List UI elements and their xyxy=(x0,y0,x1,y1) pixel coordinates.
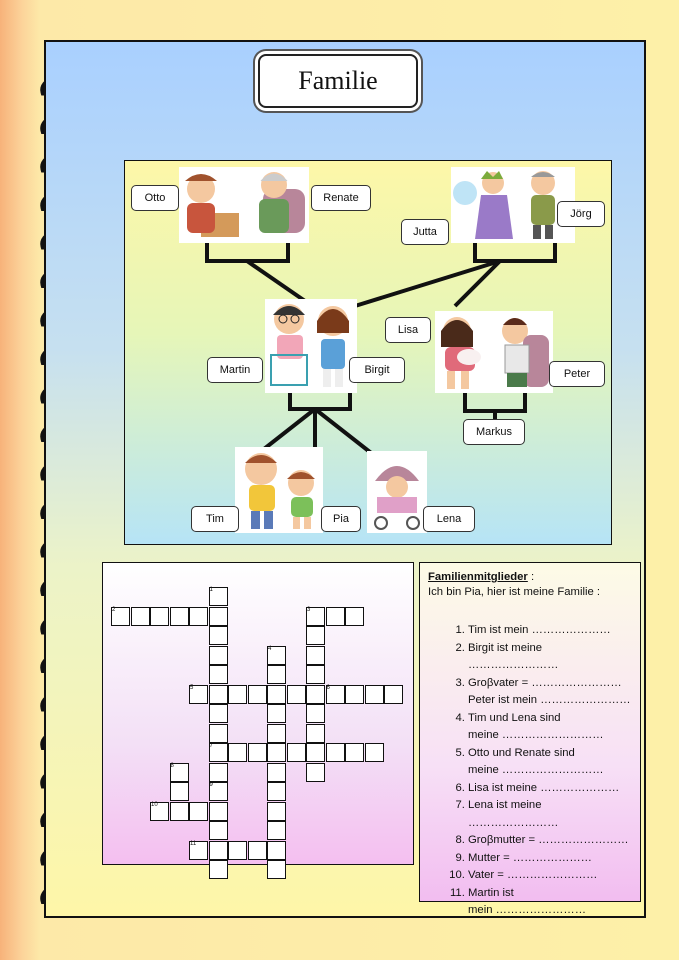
crossword-cell[interactable] xyxy=(209,704,228,723)
crossword-number: 10 xyxy=(151,801,158,808)
crossword-cell[interactable] xyxy=(209,685,228,704)
clue-4: 4. Tim und Lena sind meine ……………………… xyxy=(468,710,632,745)
crossword-grid xyxy=(102,562,414,865)
label-otto: Otto xyxy=(131,185,179,211)
crossword-cell[interactable] xyxy=(345,607,364,626)
crossword-cell[interactable] xyxy=(267,724,286,743)
crossword-cell[interactable] xyxy=(267,821,286,840)
page-title: Familie xyxy=(258,54,418,108)
crossword-cell[interactable] xyxy=(209,821,228,840)
crossword-number: 9 xyxy=(209,782,213,788)
parents-lisa-peter-illustration xyxy=(435,311,553,393)
crossword-cell[interactable] xyxy=(150,607,169,626)
crossword-cell[interactable] xyxy=(365,685,384,704)
crossword-cell[interactable] xyxy=(170,802,189,821)
label-birgit: Birgit xyxy=(349,357,405,383)
crossword-cell[interactable] xyxy=(267,743,286,762)
crossword-number: 1 xyxy=(209,587,213,593)
crossword-cell[interactable] xyxy=(345,685,364,704)
crossword-cell[interactable] xyxy=(306,665,325,684)
crossword-cell[interactable] xyxy=(326,607,345,626)
clues-panel xyxy=(419,562,641,916)
crossword-cell[interactable] xyxy=(267,685,286,704)
crossword-cell[interactable] xyxy=(170,782,189,801)
crossword-cell[interactable] xyxy=(287,685,306,704)
crossword-cell[interactable] xyxy=(306,763,325,782)
crossword-cell[interactable] xyxy=(365,743,384,762)
crossword-cell[interactable] xyxy=(267,763,286,782)
crossword-cell[interactable] xyxy=(228,743,247,762)
clue-1: 1. Tim ist mein ………………… xyxy=(468,622,632,640)
grandparents-otto-renate-illustration xyxy=(179,167,309,243)
label-peter: Peter xyxy=(549,361,605,387)
crossword-number: 6 xyxy=(326,684,330,691)
label-lisa: Lisa xyxy=(385,317,431,343)
clue-11: 11. Martin ist mein …………………… xyxy=(468,885,632,920)
crossword-cell[interactable] xyxy=(345,743,364,762)
crossword-cell[interactable] xyxy=(326,743,345,762)
clue-6: 6. Lisa ist meine ………………… xyxy=(468,780,632,798)
crossword-cell[interactable] xyxy=(209,607,228,626)
crossword-cell[interactable] xyxy=(267,665,286,684)
clue-3: 3. Groβvater = …………………… Peter ist mein …………………… xyxy=(468,675,632,710)
clue-2: 2. Birgit ist meine …………………… xyxy=(468,640,632,675)
crossword-cell[interactable] xyxy=(170,607,189,626)
crossword-cell[interactable] xyxy=(306,685,325,704)
crossword-cell[interactable] xyxy=(189,607,208,626)
crossword-cell[interactable] xyxy=(209,860,228,879)
crossword-cell[interactable] xyxy=(131,607,150,626)
label-lena: Lena xyxy=(423,506,475,532)
crossword-cell[interactable] xyxy=(267,704,286,723)
crossword-cell[interactable] xyxy=(267,782,286,801)
crossword-number: 4 xyxy=(268,645,272,652)
crossword-number: 7 xyxy=(209,743,213,749)
crossword-cell[interactable] xyxy=(228,685,247,704)
clue-9: 9. Mutter = ………………… xyxy=(468,850,632,868)
crossword-cell[interactable] xyxy=(248,841,267,860)
crossword-cell[interactable] xyxy=(306,743,325,762)
crossword-cell[interactable] xyxy=(267,802,286,821)
crossword-cell[interactable] xyxy=(306,704,325,723)
crossword-cell[interactable] xyxy=(306,646,325,665)
crossword-number: 3 xyxy=(307,606,311,613)
label-martin: Martin xyxy=(207,357,263,383)
crossword-cell[interactable] xyxy=(267,841,286,860)
crossword-cell[interactable] xyxy=(248,743,267,762)
crossword-cell[interactable] xyxy=(189,802,208,821)
crossword-cell[interactable] xyxy=(209,665,228,684)
crossword-cell[interactable] xyxy=(267,860,286,879)
lena-stroller-illustration xyxy=(367,451,427,533)
crossword-number: 5 xyxy=(190,684,194,691)
crossword-cell[interactable] xyxy=(384,685,403,704)
label-renate: Renate xyxy=(311,185,371,211)
crossword-number: 2 xyxy=(112,606,116,613)
label-pia: Pia xyxy=(321,506,361,532)
label-joerg: Jörg xyxy=(557,201,605,227)
crossword-cell[interactable] xyxy=(306,724,325,743)
clue-8: 8. Groβmutter = …………………… xyxy=(468,832,632,850)
clue-7: 7. Lena ist meine …………………… xyxy=(468,797,632,832)
crossword-cell[interactable] xyxy=(209,646,228,665)
crossword-cell[interactable] xyxy=(209,763,228,782)
parents-martin-birgit-illustration xyxy=(265,299,357,393)
crossword-cell[interactable] xyxy=(228,841,247,860)
crossword-cell[interactable] xyxy=(209,802,228,821)
crossword-cell[interactable] xyxy=(287,743,306,762)
crossword-number: 8 xyxy=(170,762,174,769)
label-markus: Markus xyxy=(463,419,525,445)
crossword-cell[interactable] xyxy=(248,685,267,704)
clues-heading-colon: : xyxy=(527,571,535,583)
clue-5: 5. Otto und Renate sind meine ……………………… xyxy=(468,745,632,780)
crossword-number: 11 xyxy=(190,840,197,847)
crossword-cell[interactable] xyxy=(306,626,325,645)
crossword-cell[interactable] xyxy=(209,724,228,743)
clues-intro: Ich bin Pia, hier ist meine Familie : xyxy=(428,586,601,598)
clues-heading: Familienmitglieder xyxy=(428,571,528,583)
children-tim-pia-illustration xyxy=(235,447,323,533)
clue-10: 10. Vater = …………………… xyxy=(468,867,632,885)
label-tim: Tim xyxy=(191,506,239,532)
label-jutta: Jutta xyxy=(401,219,449,245)
family-tree xyxy=(124,160,612,545)
crossword-cell[interactable] xyxy=(209,841,228,860)
crossword-cell[interactable] xyxy=(209,626,228,645)
